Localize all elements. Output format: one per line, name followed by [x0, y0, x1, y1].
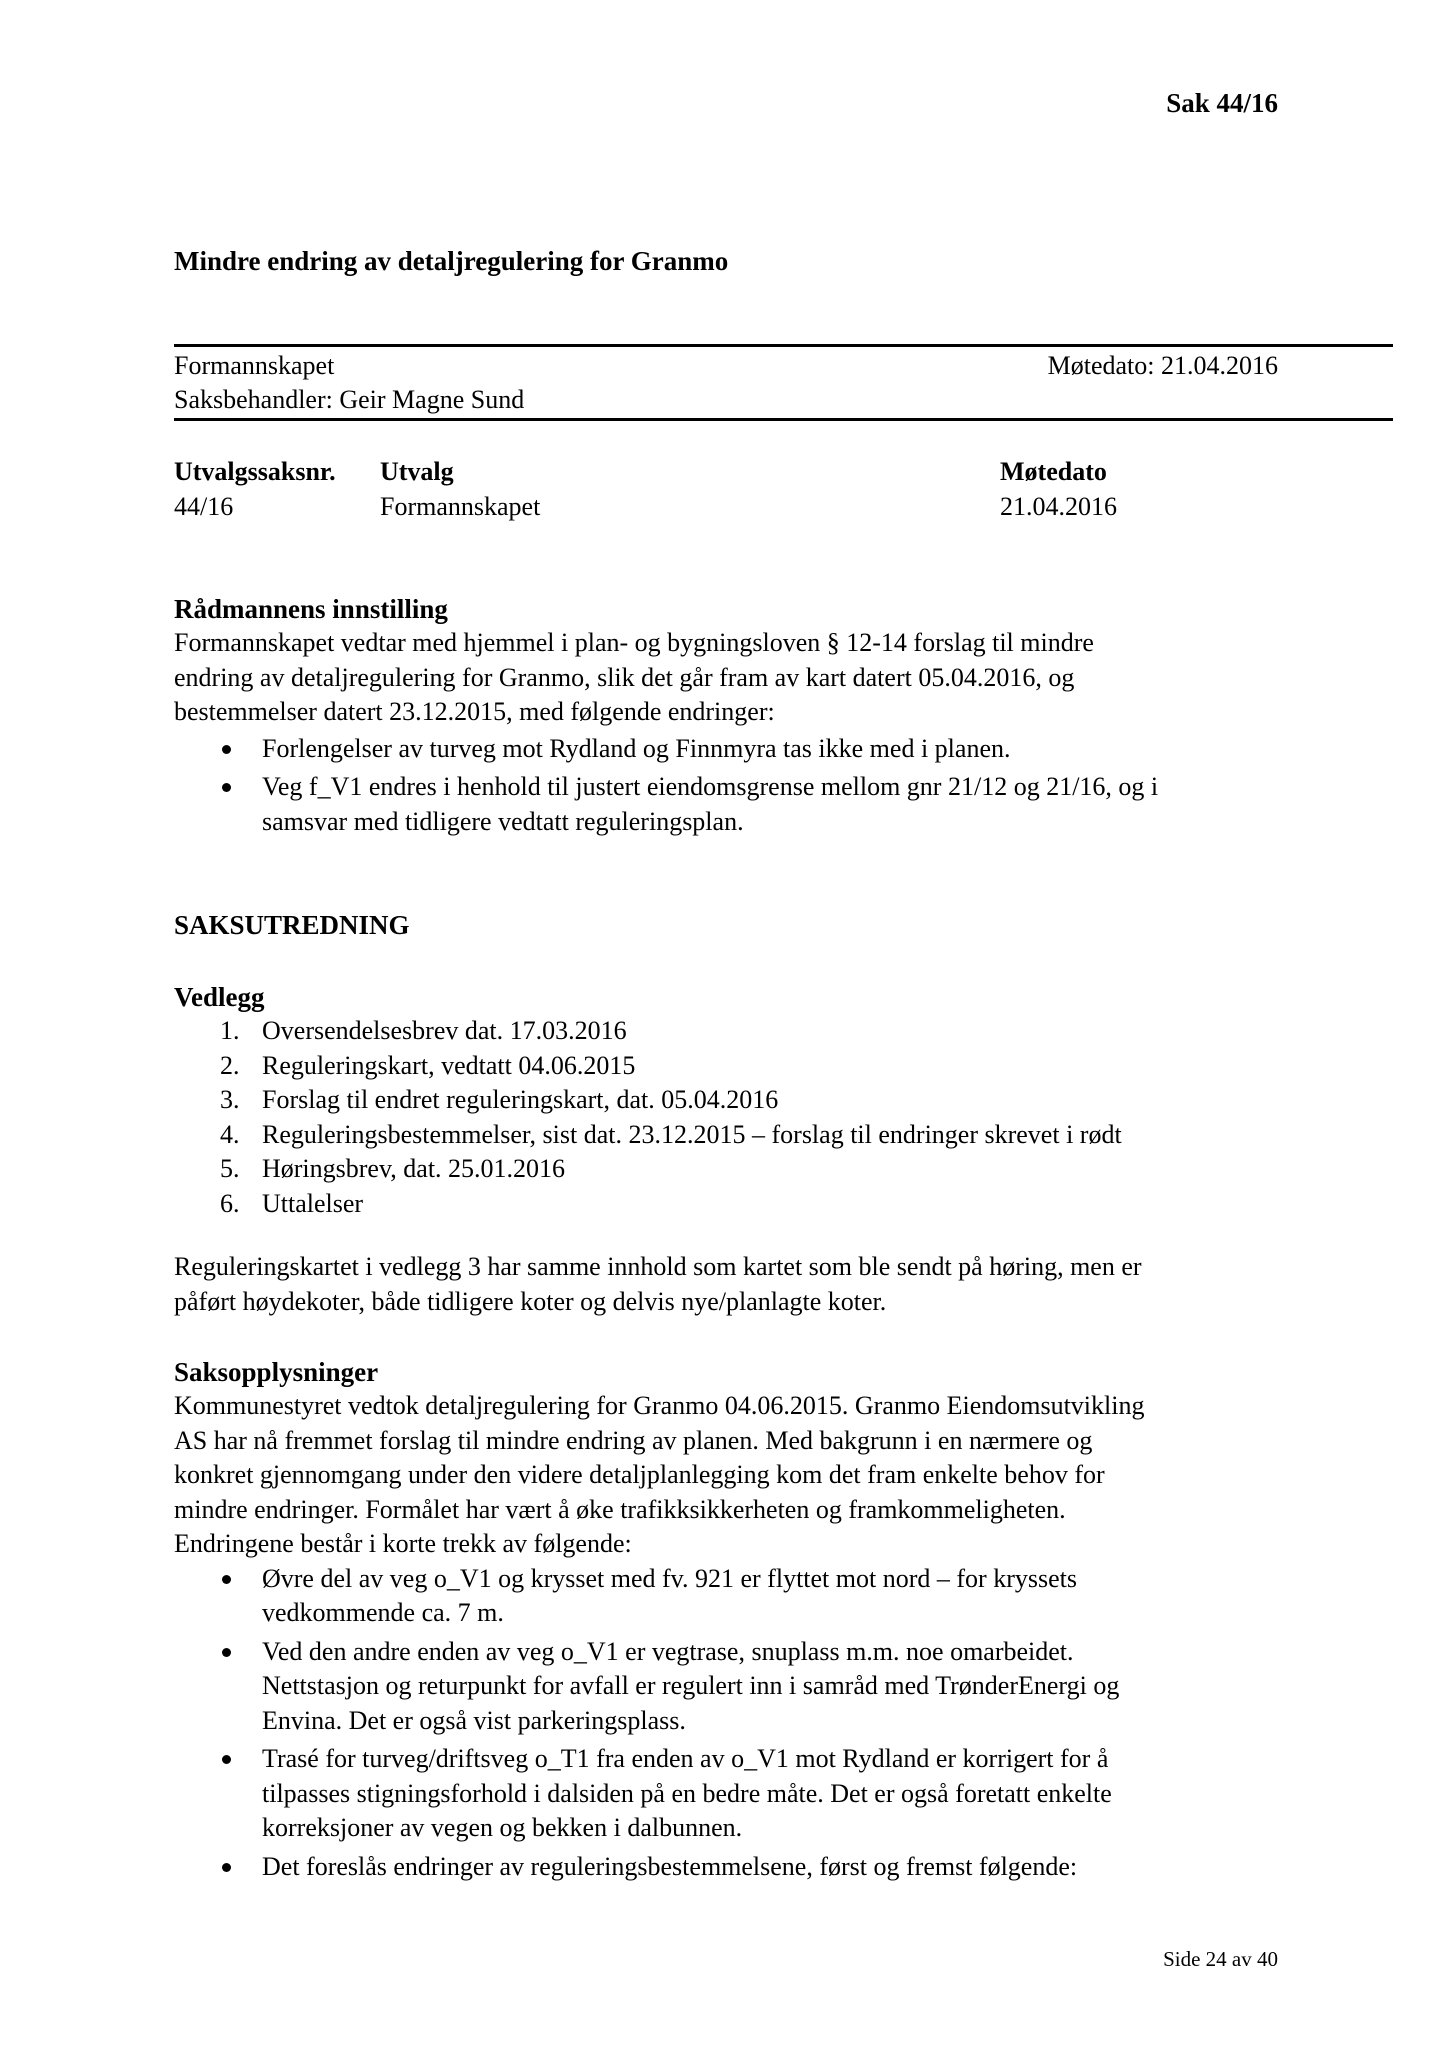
document-title: Mindre endring av detaljregulering for Granmo — [174, 246, 729, 276]
list-item-number: 4. — [220, 1119, 240, 1149]
case-reference: Sak 44/16 — [1166, 88, 1278, 118]
list-item-line: Trasé for turveg/driftsveg o_T1 fra enden av o_V1 mot Rydland er korrigert for å — [262, 1744, 1109, 1773]
saksutredning-heading: SAKSUTREDNING — [174, 910, 410, 940]
list-item-text: Reguleringsbestemmelser, sist dat. 23.12.2015 – forslag til endringer skrevet i rødt — [262, 1119, 1122, 1149]
recommendation-section — [174, 592, 1374, 839]
meta-body: Formannskapet — [174, 351, 335, 380]
list-item-line: Det foreslås endringer av reguleringsbestemmelsene, først og fremst følgende: — [262, 1851, 1078, 1881]
col-header-committee: Utvalg — [380, 457, 454, 486]
note-line: påført høydekoter, både tidligere koter og delvis nye/planlagte koter. — [174, 1286, 887, 1316]
list-item-line: korreksjoner av vegen og bekken i dalbunnen. — [262, 1813, 743, 1842]
meta-case-officer: Saksbehandler: Geir Magne Sund — [174, 385, 525, 414]
bullet-icon — [222, 1648, 231, 1657]
list-item-number: 1. — [220, 1016, 240, 1045]
list-item-number: 2. — [220, 1050, 240, 1080]
facts-heading: Saksopplysninger — [174, 1357, 379, 1387]
list-item-line: Forlengelser av turveg mot Rydland og Finnmyra tas ikke med i planen. — [262, 733, 1011, 763]
list-item-line: samsvar med tidligere vedtatt reguleringsplan. — [262, 806, 744, 836]
list-item-line: Nettstasjon og returpunkt for avfall er regulert inn i samråd med TrønderEnergi og — [262, 1671, 1120, 1700]
facts-section — [174, 1355, 1374, 1884]
facts-bullets — [174, 1562, 1374, 1885]
bottom-rule — [174, 418, 1393, 421]
bullet-icon — [222, 1575, 231, 1584]
cell-committee: Formannskapet — [380, 492, 541, 521]
col-header-meeting-date: Møtedato — [1000, 457, 1107, 486]
bullet-icon — [222, 1755, 231, 1764]
list-item — [174, 1014, 1374, 1049]
facts-line: AS har nå fremmet forslag til mindre endring av planen. Med bakgrunn i en nærmere og — [174, 1425, 1093, 1455]
list-item-line: tilpasses stigningsforhold i dalsiden på en bedre måte. Det er også foretatt enkelte — [262, 1778, 1112, 1808]
list-item-text: Forslag til endret reguleringskart, dat. 05.04.2016 — [262, 1085, 779, 1114]
recommendation-line: bestemmelser datert 23.12.2015, med følgende endringer: — [174, 697, 775, 726]
list-item-line: Envina. Det er også vist parkeringsplass. — [262, 1705, 686, 1735]
list-item-line: Øvre del av veg o_V1 og krysset med fv. 921 er flyttet mot nord – for kryssets — [262, 1563, 1077, 1593]
attachments-heading: Vedlegg — [174, 982, 265, 1012]
list-item-number: 5. — [220, 1154, 240, 1183]
list-item — [174, 1187, 1374, 1222]
list-item-line: vedkommende ca. 7 m. — [262, 1598, 504, 1627]
attachments-section — [174, 980, 1374, 1221]
bullet-icon — [222, 1863, 231, 1872]
list-item — [174, 1152, 1374, 1187]
facts-line: mindre endringer. Formålet har vært å øke trafikksikkerheten og framkommeligheten. — [174, 1494, 1066, 1524]
list-item-text: Uttalelser — [262, 1188, 364, 1218]
list-item — [174, 1049, 1374, 1084]
facts-line: konkret gjennomgang under den videre detaljplanlegging kom det fram enkelte behov for — [174, 1460, 1105, 1489]
list-item — [174, 732, 1374, 767]
top-rule — [174, 344, 1393, 347]
list-item — [174, 1635, 1374, 1739]
list-item-text: Høringsbrev, dat. 25.01.2016 — [262, 1154, 566, 1183]
bullet-icon — [222, 745, 231, 754]
cell-case-number: 44/16 — [174, 492, 234, 521]
bullet-icon — [222, 783, 231, 792]
list-item — [174, 1850, 1374, 1885]
list-item — [174, 770, 1374, 839]
list-item — [174, 1083, 1374, 1118]
list-item-text: Reguleringskart, vedtatt 04.06.2015 — [262, 1050, 636, 1080]
list-item-text: Oversendelsesbrev dat. 17.03.2016 — [262, 1016, 627, 1045]
list-item — [174, 1562, 1374, 1631]
list-item-line: Veg f_V1 endres i henhold til justert eiendomsgrense mellom gnr 21/12 og 21/16, og i — [262, 772, 1159, 801]
cell-meeting-date: 21.04.2016 — [1000, 492, 1117, 521]
list-item-number: 3. — [220, 1085, 240, 1114]
list-item-line: Ved den andre enden av veg o_V1 er vegtrase, snuplass m.m. noe omarbeidet. — [262, 1636, 1074, 1666]
page-number: Side 24 av 40 — [1163, 1947, 1278, 1971]
recommendation-bullets — [174, 732, 1374, 840]
attachments-note — [174, 1250, 1374, 1319]
list-item — [174, 1742, 1374, 1846]
note-line: Reguleringskartet i vedlegg 3 har samme innhold som kartet som ble sendt på høring, men er — [174, 1252, 1142, 1281]
facts-line: Kommunestyret vedtok detaljregulering for Granmo 04.06.2015. Granmo Eiendomsutvikling — [174, 1391, 1145, 1420]
list-item — [174, 1118, 1374, 1153]
list-item-number: 6. — [220, 1188, 240, 1218]
meta-meeting-date: Møtedato: 21.04.2016 — [1047, 351, 1278, 380]
facts-line: Endringene består i korte trekk av følgende: — [174, 1529, 632, 1558]
attachments-list — [174, 1014, 1374, 1221]
recommendation-line: Formannskapet vedtar med hjemmel i plan- og bygningsloven § 12-14 forslag til mindre — [174, 628, 1094, 657]
recommendation-heading: Rådmannens innstilling — [174, 594, 448, 624]
recommendation-line: endring av detaljregulering for Granmo, slik det går fram av kart datert 05.04.2016, og — [174, 662, 1075, 692]
col-header-case-number: Utvalgssaksnr. — [174, 457, 336, 486]
